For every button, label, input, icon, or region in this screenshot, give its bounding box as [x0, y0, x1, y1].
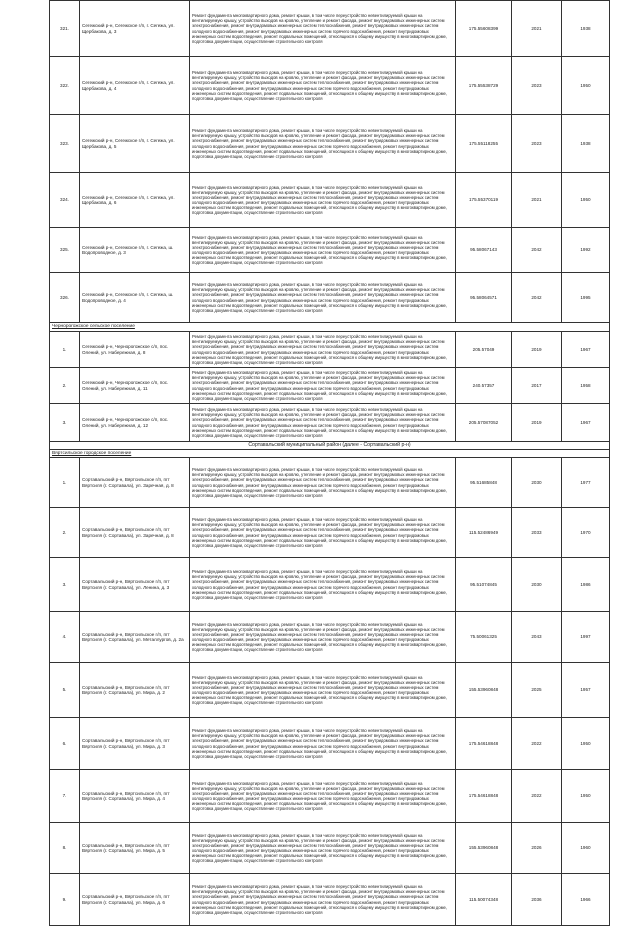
repair-works-list: Ремонт фундамента многоквартирного дома, ремонт крыши, в том числе переустройство невентилируемой крыши на вентилируемую крышу, устройство выходов на кровлю, утепление и ремонт фасада, ремонт внутридомовых инженерных систем электроснабжения, ремонт внутридомовых инженерных систем теплоснабжения, ремонт внутридомовых инженерных систем холодного водоснабжения, ремонт внутридомовых инженерных систем горячего водоснабжения, ремонт внутридомовых инженерных систем водоотведения, ремонт подвальных помещений, относящихся к общему имуществу в многоквартирном доме, подготовка документации, осуществление строительного контроля — [190, 1, 456, 57]
planned-year: 2030 — [512, 458, 562, 508]
row-number: 326. — [50, 273, 80, 323]
repair-works-list: Ремонт фундамента многоквартирного дома, ремонт крыши, в том числе переустройство невентилируемой крыши на вентилируемую крышу, устройство выходов на кровлю, утепление и ремонт фасада, ремонт внутридомовых инженерных систем электроснабжения, ремонт внутридомовых инженерных систем теплоснабжения, ремонт внутридомовых инженерных систем холодного водоснабжения, ремонт внутридомовых инженерных систем горячего водоснабжения, ремонт внутридомовых инженерных систем водоотведения, ремонт подвальных помещений, относящихся к общему имуществу в многоквартирном доме, подготовка документации, осуществление строительного контроля — [190, 115, 456, 173]
repair-cost: 155.53960848 — [456, 823, 512, 874]
repair-cost: 240.57357 — [456, 368, 512, 404]
repair-cost: 175.55608399 — [456, 1, 512, 57]
table-row — [50, 874, 610, 926]
table-row — [50, 273, 610, 323]
table-row — [50, 508, 610, 558]
planned-year: 2021 — [512, 1, 562, 57]
row-number: 8. — [50, 823, 80, 874]
repair-cost: 155.53960848 — [456, 663, 512, 718]
table-row — [50, 57, 610, 115]
house-address: Сортавальский р-н, Вяртсильское г/п, пгт Вяртсиля (г. Сортавала), ул. Мира, д. 5 — [80, 823, 190, 874]
house-address: Сегежский р-н, Черноporожское с/п, пос. Олений, ул. Набережная, д. 12 — [80, 404, 190, 442]
section-row — [50, 323, 610, 332]
table-row — [50, 663, 610, 718]
build-year: 1950 — [562, 173, 610, 228]
repair-works-list: Ремонт фундамента многоквартирного дома, ремонт крыши, в том числе переустройство невентилируемой крыши на вентилируемую крышу, устройство выходов на кровлю, утепление и ремонт фасада, ремонт внутридомовых инженерных систем электроснабжения, ремонт внутридомовых инженерных систем теплоснабжения, ремонт внутридомовых инженерных систем холодного водоснабжения, ремонт внутридомовых инженерных систем горячего водоснабжения, ремонт внутридомовых инженерных систем водоотведения, ремонт подвальных помещений, относящихся к общему имуществу в многоквартирном доме, подготовка документации, осуществление строительного контроля — [190, 663, 456, 718]
repair-works-list: Ремонт фундамента многоквартирного дома, ремонт крыши, в том числе переустройство невентилируемой крыши на вентилируемую крышу, устройство выходов на кровлю, утепление и ремонт фасада, ремонт внутридомовых инженерных систем электроснабжения, ремонт внутридомовых инженерных систем теплоснабжения, ремонт внутридомовых инженерных систем холодного водоснабжения, ремонт внутридомовых инженерных систем горячего водоснабжения, ремонт внутридомовых инженерных систем водоотведения, ремонт подвальных помещений, относящихся к общему имуществу в многоквартирном доме, подготовка документации, осуществление строительного контроля — [190, 173, 456, 228]
settlement-header: Вяртсильское городское поселение — [50, 450, 610, 458]
repair-works-list: Ремонт фундамента многоквартирного дома, ремонт крыши, в том числе переустройство невентилируемой крыши на вентилируемую крышу, устройство выходов на кровлю, утепление и ремонт фасада, ремонт внутридомовых инженерных систем электроснабжения, ремонт внутридомовых инженерных систем теплоснабжения, ремонт внутридомовых инженерных систем холодного водоснабжения, ремонт внутридомовых инженерных систем горячего водоснабжения, ремонт внутридомовых инженерных систем водоотведения, ремонт подвальных помещений, относящихся к общему имуществу в многоквартирном доме, подготовка документации, осуществление строительного контроля — [190, 458, 456, 508]
house-address: Сортавальский р-н, Вяртсильское г/п, пгт Вяртсиля (г. Сортавала), ул. Мира, д. 3 — [80, 718, 190, 770]
settlement-header: Черноporожское сельское поселение — [50, 323, 610, 332]
repair-works-list: Ремонт фундамента многоквартирного дома, ремонт крыши, в том числе переустройство невентилируемой крыши на вентилируемую крышу, устройство выходов на кровлю, утепление и ремонт фасада, ремонт внутридомовых инженерных систем электроснабжения, ремонт внутридомовых инженерных систем теплоснабжения, ремонт внутридомовых инженерных систем холодного водоснабжения, ремонт внутридомовых инженерных систем горячего водоснабжения, ремонт внутридомовых инженерных систем водоотведения, ремонт подвальных помещений, относящихся к общему имуществу в многоквартирном доме, подготовка документации, осуществление строительного контроля — [190, 508, 456, 558]
table-row — [50, 458, 610, 508]
planned-year: 2042 — [512, 273, 562, 323]
row-number: 1. — [50, 332, 80, 368]
repair-cost: 75.50061325 — [456, 612, 512, 663]
capital-repair-register-table — [49, 0, 610, 926]
repair-works-list: Ремонт фундамента многоквартирного дома, ремонт крыши, в том числе переустройство невентилируемой крыши на вентилируемую крышу, устройство выходов на кровлю, утепление и ремонт фасада, ремонт внутридомовых инженерных систем электроснабжения, ремонт внутридомовых инженерных систем теплоснабжения, ремонт внутридомовых инженерных систем холодного водоснабжения, ремонт внутридомовых инженерных систем горячего водоснабжения, ремонт внутридомовых инженерных систем водоотведения, ремонт подвальных помещений, относящихся к общему имуществу в многоквартирном доме, подготовка документации, осуществление строительного контроля — [190, 718, 456, 770]
repair-cost: 115.52486949 — [456, 508, 512, 558]
repair-cost: 95.51074845 — [456, 558, 512, 612]
table-row — [50, 332, 610, 368]
planned-year: 2025 — [512, 663, 562, 718]
build-year: 1992 — [562, 228, 610, 273]
table-row — [50, 368, 610, 404]
build-year: 1950 — [562, 770, 610, 823]
build-year: 1958 — [562, 368, 610, 404]
build-year: 1960 — [562, 823, 610, 874]
house-address: Сортавальский р-н, Вяртсильское г/п, пгт Вяртсиля (г. Сортавала), ул. Мира, д. 6 — [80, 874, 190, 926]
repair-works-list: Ремонт фундамента многоквартирного дома, ремонт крыши, в том числе переустройство невентилируемой крыши на вентилируемую крышу, устройство выходов на кровлю, утепление и ремонт фасада, ремонт внутридомовых инженерных систем электроснабжения, ремонт внутридомовых инженерных систем теплоснабжения, ремонт внутридомовых инженерных систем холодного водоснабжения, ремонт внутридомовых инженерных систем горячего водоснабжения, ремонт внутридомовых инженерных систем водоотведения, ремонт подвальных помещений, относящихся к общему имуществу в многоквартирном доме, подготовка документации, осуществление строительного контроля — [190, 332, 456, 368]
table-row — [50, 115, 610, 173]
repair-works-list: Ремонт фундамента многоквартирного дома, ремонт крыши, в том числе переустройство невентилируемой крыши на вентилируемую крышу, устройство выходов на кровлю, утепление и ремонт фасада, ремонт внутридомовых инженерных систем электроснабжения, ремонт внутридомовых инженерных систем теплоснабжения, ремонт внутридомовых инженерных систем холодного водоснабжения, ремонт внутридомовых инженерных систем горячего водоснабжения, ремонт внутридомовых инженерных систем водоотведения, ремонт подвальных помещений, относящихся к общему имуществу в многоквартирном доме, подготовка документации, осуществление строительного контроля — [190, 874, 456, 926]
row-number: 322. — [50, 57, 80, 115]
build-year: 1966 — [562, 874, 610, 926]
house-address: Сегежский р-н, Сегежское г/п, г. Сегежа, ш. Водопроводное, д. 3 — [80, 228, 190, 273]
repair-cost: 175.54618848 — [456, 770, 512, 823]
build-year: 1950 — [562, 57, 610, 115]
planned-year: 2033 — [512, 508, 562, 558]
build-year: 1957 — [562, 663, 610, 718]
table-row — [50, 718, 610, 770]
planned-year: 2022 — [512, 718, 562, 770]
planned-year: 2019 — [512, 332, 562, 368]
row-number: 4. — [50, 612, 80, 663]
repair-cost: 175.55370119 — [456, 173, 512, 228]
row-number: 321. — [50, 1, 80, 57]
house-address: Сортавальский р-н, Вяртсильское г/п, пгт Вяртсиля (г. Сортавала), ул. Мира, д. 4 — [80, 770, 190, 823]
section-row — [50, 450, 610, 458]
planned-year: 2043 — [512, 612, 562, 663]
build-year: 1938 — [562, 115, 610, 173]
section-row — [50, 442, 610, 450]
repair-cost: 95.58067143 — [456, 228, 512, 273]
build-year: 1938 — [562, 1, 610, 57]
house-address: Сегежский р-н, Сегежское г/п, г. Сегежа, ул. Щербакова, д. 4 — [80, 57, 190, 115]
house-address: Сегежский р-н, Сегежское г/п, г. Сегежа, ул. Щербакова, д. 6 — [80, 173, 190, 228]
row-number: 3. — [50, 404, 80, 442]
build-year: 1967 — [562, 332, 610, 368]
row-number: 2. — [50, 368, 80, 404]
repair-cost: 205.57049 — [456, 332, 512, 368]
table-row — [50, 823, 610, 874]
table-row — [50, 558, 610, 612]
district-header: Сортавальский муниципальный район (далее - Сортавальский р-н) — [50, 442, 610, 450]
repair-cost: 175.54618848 — [456, 718, 512, 770]
repair-cost: 115.50074348 — [456, 874, 512, 926]
table-row — [50, 173, 610, 228]
row-number: 1. — [50, 458, 80, 508]
row-number: 7. — [50, 770, 80, 823]
house-address: Сортавальский р-н, Вяртсильское г/п, пгт Вяртсиля (г. Сортавала), ул. Заречная, д. 8 — [80, 458, 190, 508]
planned-year: 2042 — [512, 228, 562, 273]
repair-cost: 95.58064571 — [456, 273, 512, 323]
build-year: 1967 — [562, 404, 610, 442]
house-address: Сегежский р-н, Черноporожское с/п, пос. Олений, ул. Набережная, д. 11 — [80, 368, 190, 404]
table-row — [50, 770, 610, 823]
row-number: 324. — [50, 173, 80, 228]
repair-works-list: Ремонт фундамента многоквартирного дома, ремонт крыши, в том числе переустройство невентилируемой крыши на вентилируемую крышу, устройство выходов на кровлю, утепление и ремонт фасада, ремонт внутридомовых инженерных систем электроснабжения, ремонт внутридомовых инженерных систем теплоснабжения, ремонт внутридомовых инженерных систем холодного водоснабжения, ремонт внутридомовых инженерных систем горячего водоснабжения, ремонт внутридомовых инженерных систем водоотведения, ремонт подвальных помещений, относящихся к общему имуществу в многоквартирном доме, подготовка документации, осуществление строительного контроля — [190, 273, 456, 323]
build-year: 1950 — [562, 718, 610, 770]
row-number: 6. — [50, 718, 80, 770]
row-number: 323. — [50, 115, 80, 173]
planned-year: 2036 — [512, 874, 562, 926]
repair-cost: 205.57087052 — [456, 404, 512, 442]
repair-cost: 95.51685848 — [456, 458, 512, 508]
planned-year: 2026 — [512, 823, 562, 874]
planned-year: 2030 — [512, 558, 562, 612]
planned-year: 2023 — [512, 115, 562, 173]
house-address: Сортавальский р-н, Вяртсильское г/п, пгт Вяртсиля (г. Сортавала), ул. Ленина, д. 3 — [80, 558, 190, 612]
row-number: 2. — [50, 508, 80, 558]
build-year: 1995 — [562, 273, 610, 323]
planned-year: 2023 — [512, 57, 562, 115]
house-address: Сортавальский р-н, Вяртсильское г/п, пгт Вяртсиля (г. Сортавала), ул. Металлургов, д. 2а — [80, 612, 190, 663]
repair-works-list: Ремонт фундамента многоквартирного дома, ремонт крыши, в том числе переустройство невентилируемой крыши на вентилируемую крышу, устройство выходов на кровлю, утепление и ремонт фасада, ремонт внутридомовых инженерных систем электроснабжения, ремонт внутридомовых инженерных систем теплоснабжения, ремонт внутридомовых инженерных систем холодного водоснабжения, ремонт внутридомовых инженерных систем горячего водоснабжения, ремонт внутридомовых инженерных систем водоотведения, ремонт подвальных помещений, относящихся к общему имуществу в многоквартирном доме, подготовка документации, осуществление строительного контроля — [190, 57, 456, 115]
planned-year: 2021 — [512, 173, 562, 228]
row-number: 9. — [50, 874, 80, 926]
row-number: 325. — [50, 228, 80, 273]
table-row — [50, 404, 610, 442]
repair-works-list: Ремонт фундамента многоквартирного дома, ремонт крыши, в том числе переустройство невентилируемой крыши на вентилируемую крышу, устройство выходов на кровлю, утепление и ремонт фасада, ремонт внутридомовых инженерных систем электроснабжения, ремонт внутридомовых инженерных систем теплоснабжения, ремонт внутридомовых инженерных систем холодного водоснабжения, ремонт внутридомовых инженерных систем горячего водоснабжения, ремонт внутридомовых инженерных систем водоотведения, ремонт подвальных помещений, относящихся к общему имуществу в многоквартирном доме, подготовка документации, осуществление строительного контроля — [190, 558, 456, 612]
house-address: Сортавальский р-н, Вяртсильское г/п, пгт Вяртсиля (г. Сортавала), ул. Мира, д. 2 — [80, 663, 190, 718]
row-number: 3. — [50, 558, 80, 612]
row-number: 5. — [50, 663, 80, 718]
repair-works-list: Ремонт фундамента многоквартирного дома, ремонт крыши, в том числе переустройство невентилируемой крыши на вентилируемую крышу, устройство выходов на кровлю, утепление и ремонт фасада, ремонт внутридомовых инженерных систем электроснабжения, ремонт внутридомовых инженерных систем теплоснабжения, ремонт внутридомовых инженерных систем холодного водоснабжения, ремонт внутридомовых инженерных систем горячего водоснабжения, ремонт внутридомовых инженерных систем водоотведения, ремонт подвальных помещений, относящихся к общему имуществу в многоквартирном доме, подготовка документации, осуществление строительного контроля — [190, 368, 456, 404]
build-year: 1986 — [562, 558, 610, 612]
house-address: Сегежский р-н, Сегежское г/п, г. Сегежа, ш. Водопроводное, д. 4 — [80, 273, 190, 323]
build-year: 1997 — [562, 612, 610, 663]
planned-year: 2017 — [512, 368, 562, 404]
repair-works-list: Ремонт фундамента многоквартирного дома, ремонт крыши, в том числе переустройство невентилируемой крыши на вентилируемую крышу, устройство выходов на кровлю, утепление и ремонт фасада, ремонт внутридомовых инженерных систем электроснабжения, ремонт внутридомовых инженерных систем теплоснабжения, ремонт внутридомовых инженерных систем холодного водоснабжения, ремонт внутридомовых инженерных систем горячего водоснабжения, ремонт внутридомовых инженерных систем водоотведения, ремонт подвальных помещений, относящихся к общему имуществу в многоквартирном доме, подготовка документации, осуществление строительного контроля — [190, 228, 456, 273]
repair-cost: 175.55118255 — [456, 115, 512, 173]
planned-year: 2019 — [512, 404, 562, 442]
repair-cost: 175.55538729 — [456, 57, 512, 115]
build-year: 1970 — [562, 508, 610, 558]
house-address: Сегежский р-н, Сегежское г/п, г. Сегежа, ул. Щербакова, д. 3 — [80, 1, 190, 57]
planned-year: 2022 — [512, 770, 562, 823]
repair-works-list: Ремонт фундамента многоквартирного дома, ремонт крыши, в том числе переустройство невентилируемой крыши на вентилируемую крышу, устройство выходов на кровлю, утепление и ремонт фасада, ремонт внутридомовых инженерных систем электроснабжения, ремонт внутридомовых инженерных систем теплоснабжения, ремонт внутридомовых инженерных систем холодного водоснабжения, ремонт внутридомовых инженерных систем горячего водоснабжения, ремонт внутридомовых инженерных систем водоотведения, ремонт подвальных помещений, относящихся к общему имуществу в многоквартирном доме, подготовка документации, осуществление строительного контроля — [190, 770, 456, 823]
table-row — [50, 228, 610, 273]
house-address: Сегежский р-н, Черноporожское с/п, пос. Олений, ул. Набережная, д. 8 — [80, 332, 190, 368]
repair-works-list: Ремонт фундамента многоквартирного дома, ремонт крыши, в том числе переустройство невентилируемой крыши на вентилируемую крышу, устройство выходов на кровлю, утепление и ремонт фасада, ремонт внутридомовых инженерных систем электроснабжения, ремонт внутридомовых инженерных систем теплоснабжения, ремонт внутридомовых инженерных систем холодного водоснабжения, ремонт внутридомовых инженерных систем горячего водоснабжения, ремонт внутридомовых инженерных систем водоотведения, ремонт подвальных помещений, относящихся к общему имуществу в многоквартирном доме, подготовка документации, осуществление строительного контроля — [190, 612, 456, 663]
house-address: Сегежский р-н, Сегежское г/п, г. Сегежа, ул. Щербакова, д. 5 — [80, 115, 190, 173]
table-row — [50, 1, 610, 57]
repair-works-list: Ремонт фундамента многоквартирного дома, ремонт крыши, в том числе переустройство невентилируемой крыши на вентилируемую крышу, устройство выходов на кровлю, утепление и ремонт фасада, ремонт внутридомовых инженерных систем электроснабжения, ремонт внутридомовых инженерных систем теплоснабжения, ремонт внутридомовых инженерных систем холодного водоснабжения, ремонт внутридомовых инженерных систем горячего водоснабжения, ремонт внутридомовых инженерных систем водоотведения, ремонт подвальных помещений, относящихся к общему имуществу в многоквартирном доме, подготовка документации, осуществление строительного контроля — [190, 404, 456, 442]
table-row — [50, 612, 610, 663]
build-year: 1977 — [562, 458, 610, 508]
house-address: Сортавальский р-н, Вяртсильское г/п, пгт Вяртсиля (г. Сортавала), ул. Заречная, д. 8 — [80, 508, 190, 558]
repair-works-list: Ремонт фундамента многоквартирного дома, ремонт крыши, в том числе переустройство невентилируемой крыши на вентилируемую крышу, устройство выходов на кровлю, утепление и ремонт фасада, ремонт внутридомовых инженерных систем электроснабжения, ремонт внутридомовых инженерных систем теплоснабжения, ремонт внутридомовых инженерных систем холодного водоснабжения, ремонт внутридомовых инженерных систем горячего водоснабжения, ремонт внутридомовых инженерных систем водоотведения, ремонт подвальных помещений, относящихся к общему имуществу в многоквартирном доме, подготовка документации, осуществление строительного контроля — [190, 823, 456, 874]
